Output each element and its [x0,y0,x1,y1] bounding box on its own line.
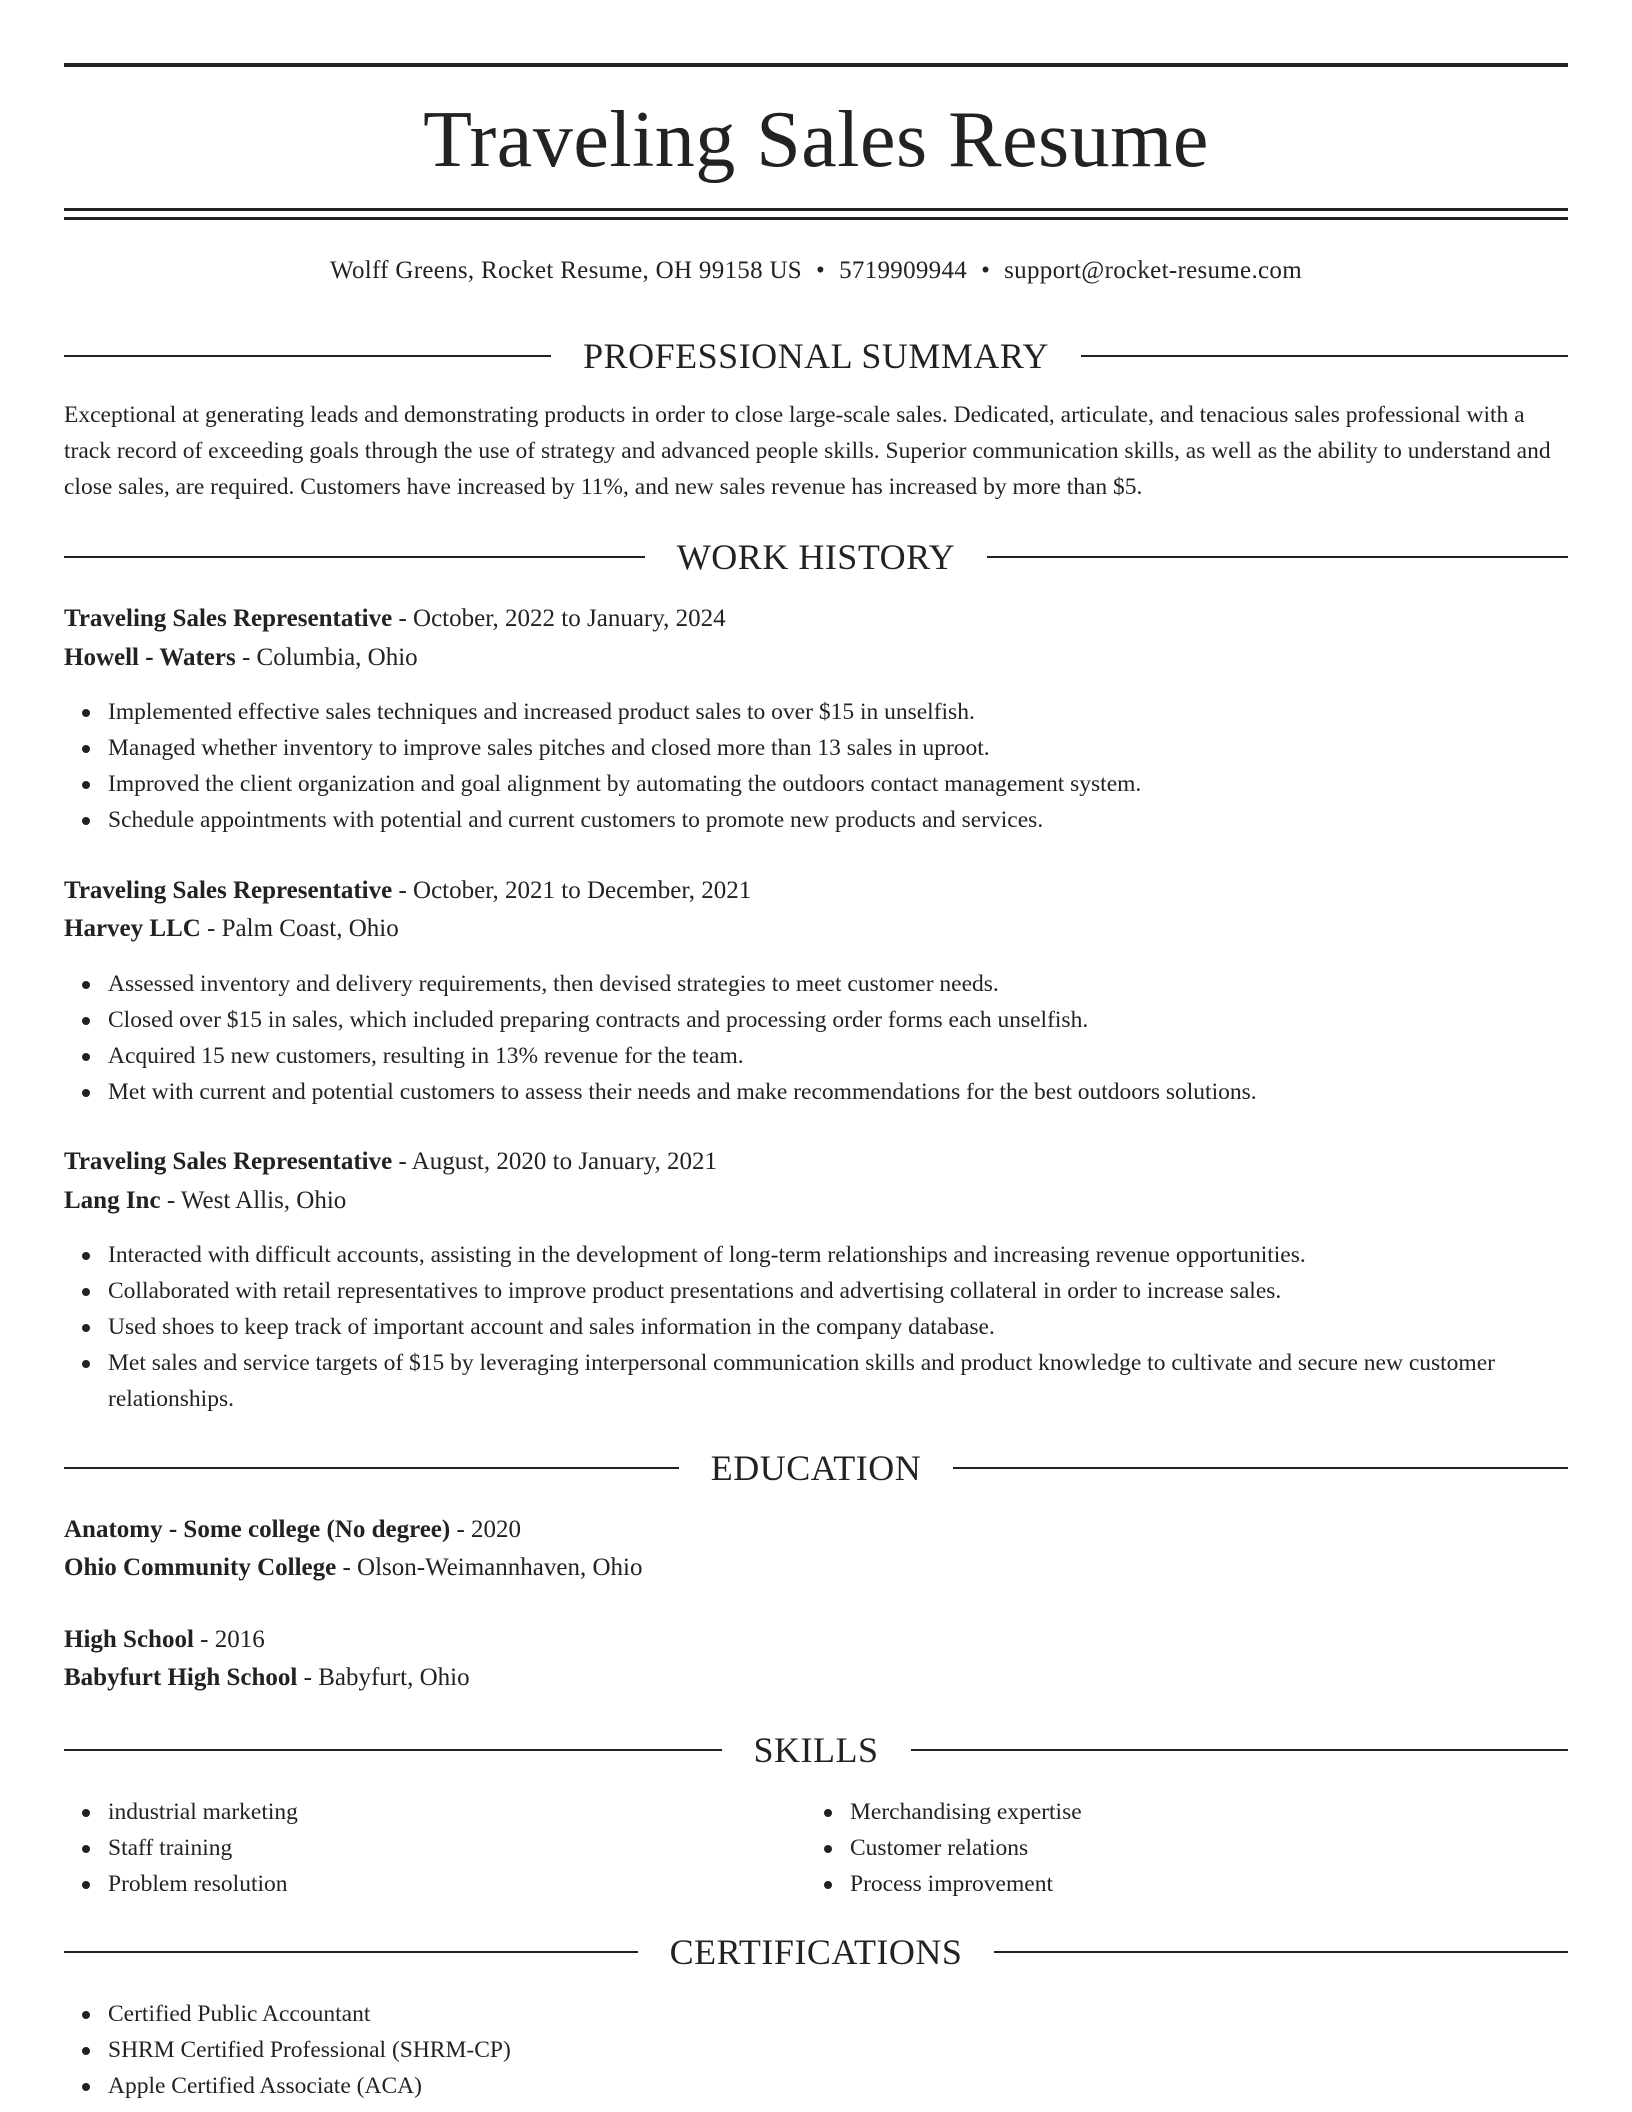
contact-line [64,254,1568,288]
certifications-list [64,1996,1612,2104]
heading-rule [64,355,551,357]
list-item: Apple Certified Associate (ACA) [108,2068,1612,2104]
list-item: industrial marketing [108,1794,808,1830]
job-company-line [64,640,1568,676]
list-item: Staff training [108,1830,808,1866]
list-item: Schedule appointments with potential and current customers to promote new products and services. [108,802,1612,838]
education-school-line [64,1550,1568,1586]
education-degree-line [64,1512,1568,1548]
job-company: Howell - Waters [64,644,236,671]
education-school: Ohio Community College [64,1554,337,1581]
job-company-line [64,911,1568,947]
section-heading-skills [64,1726,1568,1774]
section-title: WORK HISTORY [676,537,956,577]
list-item: Assessed inventory and delivery requirements, then devised strategies to meet customer needs. [108,966,1612,1002]
education-year: - 2020 [450,1516,522,1543]
heading-rule [987,556,1568,558]
section-heading-work [64,533,1568,581]
contact-separator: • [816,257,826,284]
job-title-line [64,873,1568,909]
education-location: - Olson-Weimannhaven, Ohio [336,1554,643,1581]
job-company-line [64,1183,1568,1219]
job-dates: - August, 2020 to January, 2021 [392,1148,717,1175]
job-title-line [64,601,1568,637]
section-title: SKILLS [753,1730,879,1770]
heading-rule [953,1467,1568,1469]
job-dates: - October, 2022 to January, 2024 [392,605,726,632]
heading-rule [64,1951,638,1953]
job-location: - Palm Coast, Ohio [200,915,399,942]
list-item: Certified Public Accountant [108,1996,1612,2032]
list-item: SHRM Certified Professional (SHRM-CP) [108,2032,1612,2068]
list-item: Interacted with difficult accounts, assisting in the development of long-term relationships and increasing revenue opportunities. [108,1237,1612,1273]
education-location: - Babyfurt, Ohio [297,1664,470,1691]
job-bullets [64,1237,1612,1417]
list-item: Closed over $15 in sales, which included preparing contracts and processing order forms each unselfish. [108,1002,1612,1038]
job-title: Traveling Sales Representative [64,877,393,904]
section-heading-summary [64,332,1568,380]
list-item: Customer relations [850,1830,1550,1866]
education-degree: Anatomy - Some college (No degree) [64,1516,451,1543]
list-item: Improved the client organization and goal alignment by automating the outdoors contact management system. [108,766,1612,802]
title-double-rule [64,208,1568,220]
education-school: Babyfurt High School [64,1664,298,1691]
heading-rule [64,1749,722,1751]
job-company: Harvey LLC [64,915,201,942]
job-location: - West Allis, Ohio [160,1187,347,1214]
skills-list-right [806,1794,1550,1902]
job-company: Lang Inc [64,1187,161,1214]
job-title: Traveling Sales Representative [64,605,393,632]
list-item: Merchandising expertise [850,1794,1550,1830]
job-bullets [64,966,1612,1110]
job-dates: - October, 2021 to December, 2021 [392,877,752,904]
heading-rule [1081,355,1568,357]
skills-list-left [64,1794,808,1902]
page-title: Traveling Sales Resume [423,96,1209,184]
list-item: Collaborated with retail representatives to improve product presentations and advertising collateral in order to increase sales. [108,1273,1612,1309]
list-item: Managed whether inventory to improve sales pitches and closed more than 13 sales in uproot. [108,730,1612,766]
section-heading-certifications [64,1928,1568,1976]
top-rule [64,63,1568,67]
education-school-line [64,1660,1568,1696]
list-item: Used shoes to keep track of important account and sales information in the company database. [108,1309,1612,1345]
section-heading-education [64,1444,1568,1492]
section-title: EDUCATION [710,1448,922,1488]
section-title: CERTIFICATIONS [669,1932,963,1972]
education-year: - 2016 [193,1626,265,1653]
section-title: PROFESSIONAL SUMMARY [583,336,1049,376]
list-item: Process improvement [850,1866,1550,1902]
contact-separator: • [981,257,991,284]
summary-text: Exceptional at generating leads and demonstrating products in order to close large-scale sales. Dedicated, articulate, and tenacious sales professional with a track record of exceeding goals through the use of strategy and advanced people skills. Superior communication skills, as well as the ability to understand and close sales, are required. Customers have increased by 11%, and new sales revenue has increased by more than $5. [64,402,1551,500]
education-degree: High School [64,1626,194,1653]
contact-email: support@rocket-resume.com [1004,257,1302,284]
job-title: Traveling Sales Representative [64,1148,393,1175]
list-item: Met sales and service targets of $15 by leveraging interpersonal communication skills and product knowledge to cultivate and secure new customer relationships. [108,1345,1612,1417]
job-title-line [64,1144,1568,1180]
job-bullets [64,694,1612,838]
list-item: Acquired 15 new customers, resulting in 13% revenue for the team. [108,1038,1612,1074]
education-degree-line [64,1622,1568,1658]
list-item: Problem resolution [108,1866,808,1902]
heading-rule [911,1749,1569,1751]
heading-rule [64,1467,679,1469]
list-item: Implemented effective sales techniques and increased product sales to over $15 in unselfish. [108,694,1612,730]
contact-address: Wolff Greens, Rocket Resume, OH 99158 US [330,257,803,284]
list-item: Met with current and potential customers to assess their needs and make recommendations for the best outdoors solutions. [108,1074,1612,1110]
job-location: - Columbia, Ohio [235,644,418,671]
contact-phone: 5719909944 [839,257,968,284]
heading-rule [994,1951,1568,1953]
heading-rule [64,556,645,558]
